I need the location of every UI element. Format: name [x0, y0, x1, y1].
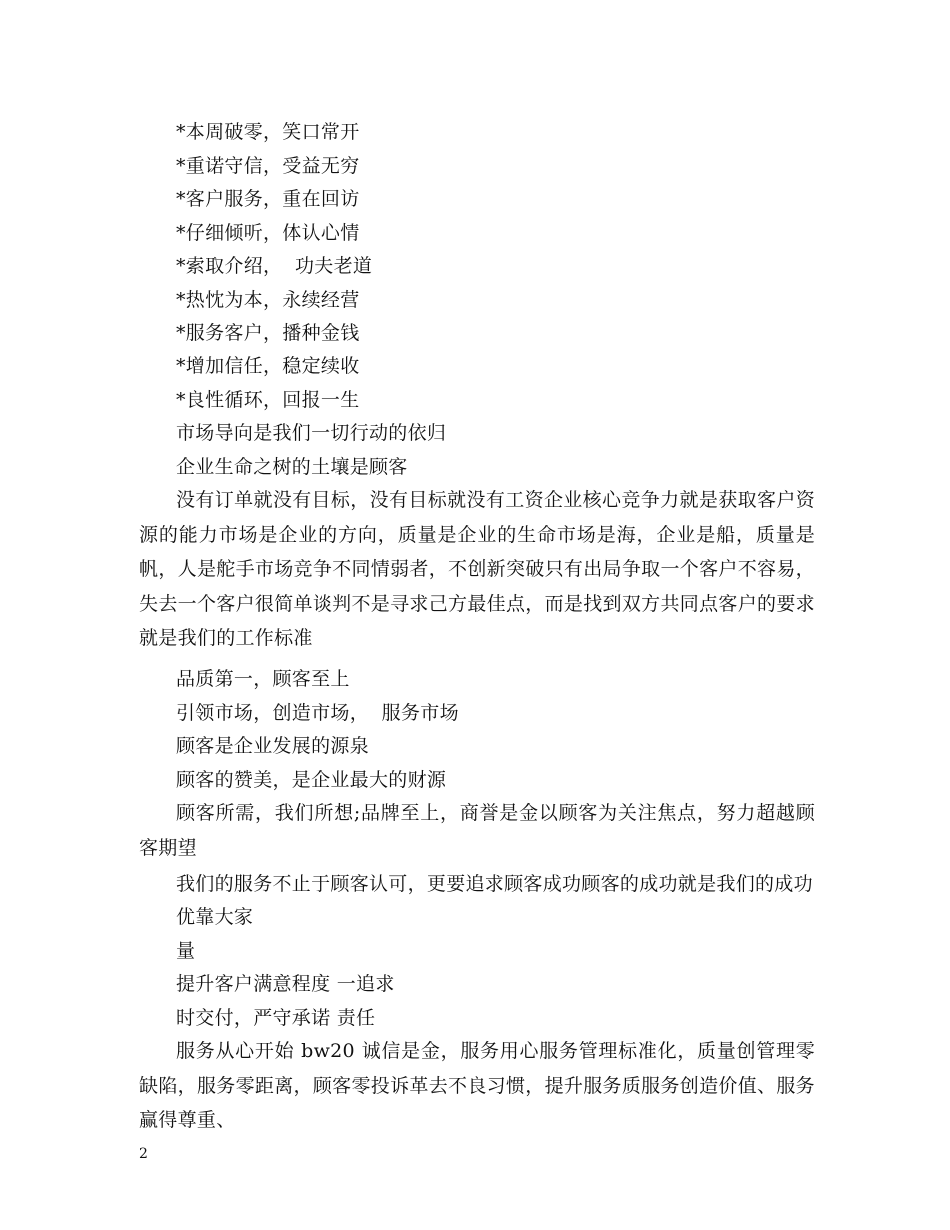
text-line: *重诺守信，受益无穷	[176, 155, 360, 177]
text-line: 时交付，严守承诺 责任	[176, 1007, 376, 1029]
text-line: 我们的服务不止于顾客认可，更要追求顾客成功顾客的成功就是我们的成功	[176, 873, 813, 895]
text-line: *索取介绍， 功夫老道	[176, 255, 373, 277]
text-line: 量	[176, 940, 196, 962]
text-line: 企业生命之树的土壤是顾客	[176, 456, 408, 478]
text-line: *良性循环，回报一生	[176, 389, 360, 411]
text-line: *客户服务，重在回访	[176, 188, 360, 210]
paragraph: 服务从心开始 bw20 诚信是金，服务用心服务管理标准化，质量创管理零缺陷，服务零距离，顾客零投诉革去不良习惯，提升服务质服务创造价值、服务赢得尊重、	[139, 1040, 815, 1131]
paragraph: 顾客所需，我们所想;品牌至上，商誉是金以顾客为关注焦点，努力超越顾客期望	[139, 802, 815, 859]
paragraph: 没有订单就没有目标，没有目标就没有工资企业核心竞争力就是获取客户资源的能力市场是企业的方向，质量是企业的生命市场是海，企业是船，质量是帆，人是舵手市场竞争不同情弱者，不创新突破只有出局争取一个客户不容易，失去一个客户很简单谈判不是寻求己方最佳点，而是找到双方共同点客户的要求就是我们的工作标准	[139, 489, 815, 649]
text-line: *仔细倾听，体认心情	[176, 222, 360, 244]
text-line: *热忱为本，永续经营	[176, 289, 360, 311]
text-line: 优靠大家	[176, 906, 254, 928]
text-line: *服务客户，播种金钱	[176, 322, 360, 344]
text-line: *增加信任，稳定续收	[176, 355, 360, 377]
text-line: 提升客户满意程度 一追求	[176, 973, 395, 995]
text-line: 顾客是企业发展的源泉	[176, 735, 370, 757]
text-line: 市场导向是我们一切行动的依归	[176, 422, 447, 444]
text-line: 顾客的赞美，是企业最大的财源	[176, 769, 447, 791]
text-line: 品质第一，顾客至上	[176, 668, 350, 690]
text-line: *本周破零，笑口常开	[176, 121, 360, 143]
text-line: 引领市场，创造市场， 服务市场	[176, 702, 459, 724]
page-number: 2	[139, 1146, 148, 1162]
